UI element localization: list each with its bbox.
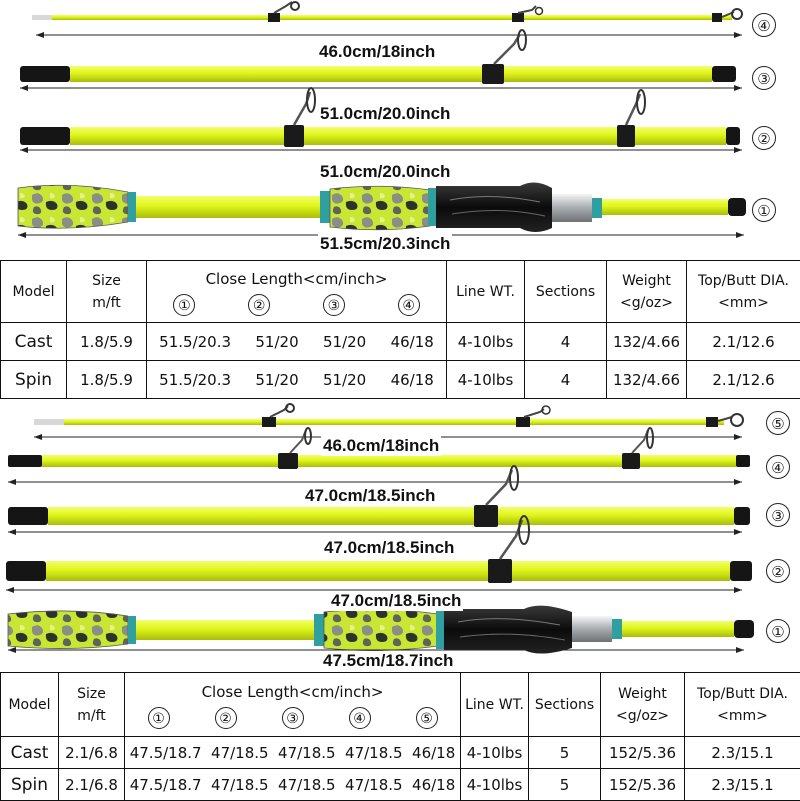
top-dimension-arrow-1 xyxy=(36,32,742,38)
bottom-header-dia: Top/Butt DIA. <mm> xyxy=(685,673,800,737)
bottom-row-spin-weight: 152/5.36 xyxy=(601,769,685,801)
bottom-dimension-label-section-4: 47.0cm/18.5inch xyxy=(303,486,437,506)
table-row xyxy=(1,361,800,399)
top-header-model: Model xyxy=(1,261,67,323)
bottom-dimension-label-section-2: 47.0cm/18.5inch xyxy=(329,591,463,611)
top-row-spin-weight: 132/4.66 xyxy=(607,361,687,399)
top-row-spin-size: 1.8/5.9 xyxy=(67,361,147,399)
bottom-section-marker-5: ⑤ xyxy=(766,411,790,435)
bottom-close-marker-2: ② xyxy=(215,707,237,729)
top-dimension-label-section-4: 46.0cm/18inch xyxy=(317,42,437,62)
bottom-row-spin-size: 2.1/6.8 xyxy=(59,769,125,801)
top-row-spin-close: 51.5/20.3 51/20 51/20 46/18 xyxy=(147,361,447,399)
bottom-row-cast-close: 47.5/18.7 47/18.5 47/18.5 47/18.5 46/18 xyxy=(125,737,461,769)
bottom-row-spin-line-wt: 4-10lbs xyxy=(461,769,529,801)
top-row-spin-line-wt: 4-10lbs xyxy=(447,361,525,399)
bottom-dimension-arrow-2 xyxy=(8,479,742,485)
bottom-dimension-label-section-3: 47.0cm/18.5inch xyxy=(322,538,456,558)
table-row xyxy=(1,769,800,801)
top-row-cast-model: Cast xyxy=(1,323,67,361)
bottom-close-marker-3: ③ xyxy=(282,707,304,729)
top-dimension-arrow-2 xyxy=(20,85,742,91)
bottom-spec-table xyxy=(0,672,800,801)
top-header-line-wt: Line WT. xyxy=(447,261,525,323)
top-dimension-label-section-3: 51.0cm/20.0inch xyxy=(318,104,452,124)
top-section-marker-2: ② xyxy=(752,126,776,150)
bottom-close-marker-4: ④ xyxy=(349,707,371,729)
bottom-header-model: Model xyxy=(1,673,59,737)
top-section-marker-1: ① xyxy=(752,198,776,222)
top-close-marker-1: ① xyxy=(173,294,195,316)
bottom-section-marker-1: ① xyxy=(766,619,790,643)
bottom-header-line-wt: Line WT. xyxy=(461,673,529,737)
top-header-dia: Top/Butt DIA. <mm> xyxy=(687,261,800,323)
top-section-marker-3: ③ xyxy=(752,66,776,90)
bottom-header-weight: Weight <g/oz> xyxy=(601,673,685,737)
bottom-section-marker-4: ④ xyxy=(766,455,790,479)
bottom-row-cast-line-wt: 4-10lbs xyxy=(461,737,529,769)
bottom-row-cast-model: Cast xyxy=(1,737,59,769)
top-row-cast-dia: 2.1/12.6 xyxy=(687,323,800,361)
bottom-dimension-arrow-3 xyxy=(8,529,742,535)
bottom-close-marker-1: ① xyxy=(148,707,170,729)
top-row-cast-line-wt: 4-10lbs xyxy=(447,323,525,361)
bottom-row-cast-weight: 152/5.36 xyxy=(601,737,685,769)
top-close-marker-2: ② xyxy=(248,294,270,316)
bottom-row-spin-dia: 2.3/15.1 xyxy=(685,769,800,801)
bottom-rod-section-5 xyxy=(34,404,743,427)
top-row-cast-sections: 4 xyxy=(525,323,607,361)
top-close-marker-3: ③ xyxy=(323,294,345,316)
top-header-sections: Sections xyxy=(525,261,607,323)
top-row-spin-model: Spin xyxy=(1,361,67,399)
bottom-row-cast-dia: 2.3/15.1 xyxy=(685,737,800,769)
top-dimension-label-section-2: 51.0cm/20.0inch xyxy=(318,162,452,182)
table-row xyxy=(1,323,800,361)
top-row-cast-size: 1.8/5.9 xyxy=(67,323,147,361)
top-rod-section-4 xyxy=(32,2,742,22)
bottom-row-spin-model: Spin xyxy=(1,769,59,801)
bottom-dimension-label-section-1: 47.5cm/18.7inch xyxy=(321,651,455,671)
table-row xyxy=(1,737,800,769)
top-rod-section-1 xyxy=(18,182,746,232)
top-dimension-label-section-1: 51.5cm/20.3inch xyxy=(318,234,452,254)
bottom-header-close-length: Close Length<cm/inch> ① ② ③ ④ ⑤ xyxy=(125,673,461,737)
bottom-section-marker-3: ③ xyxy=(766,503,790,527)
top-spec-table xyxy=(0,260,800,399)
bottom-header-size: Size m/ft xyxy=(59,673,125,737)
bottom-rod-section-1 xyxy=(8,606,754,654)
top-section-marker-4: ④ xyxy=(752,13,776,37)
top-row-cast-close: 51.5/20.3 51/20 51/20 46/18 xyxy=(147,323,447,361)
bottom-section-marker-2: ② xyxy=(766,559,790,583)
bottom-row-cast-size: 2.1/6.8 xyxy=(59,737,125,769)
top-header-weight: Weight <g/oz> xyxy=(607,261,687,323)
bottom-row-spin-sections: 5 xyxy=(529,769,601,801)
top-header-close-length: Close Length<cm/inch> ① ② ③ ④ xyxy=(147,261,447,323)
top-dimension-arrow-3 xyxy=(20,147,742,153)
bottom-row-cast-sections: 5 xyxy=(529,737,601,769)
top-row-spin-dia: 2.1/12.6 xyxy=(687,361,800,399)
bottom-header-sections: Sections xyxy=(529,673,601,737)
bottom-row-spin-close: 47.5/18.7 47/18.5 47/18.5 47/18.5 46/18 xyxy=(125,769,461,801)
bottom-dimension-label-section-5: 46.0cm/18inch xyxy=(321,436,441,456)
top-row-spin-sections: 4 xyxy=(525,361,607,399)
top-row-cast-weight: 132/4.66 xyxy=(607,323,687,361)
top-header-size: Size m/ft xyxy=(67,261,147,323)
bottom-close-marker-5: ⑤ xyxy=(416,707,438,729)
top-close-marker-4: ④ xyxy=(398,294,420,316)
